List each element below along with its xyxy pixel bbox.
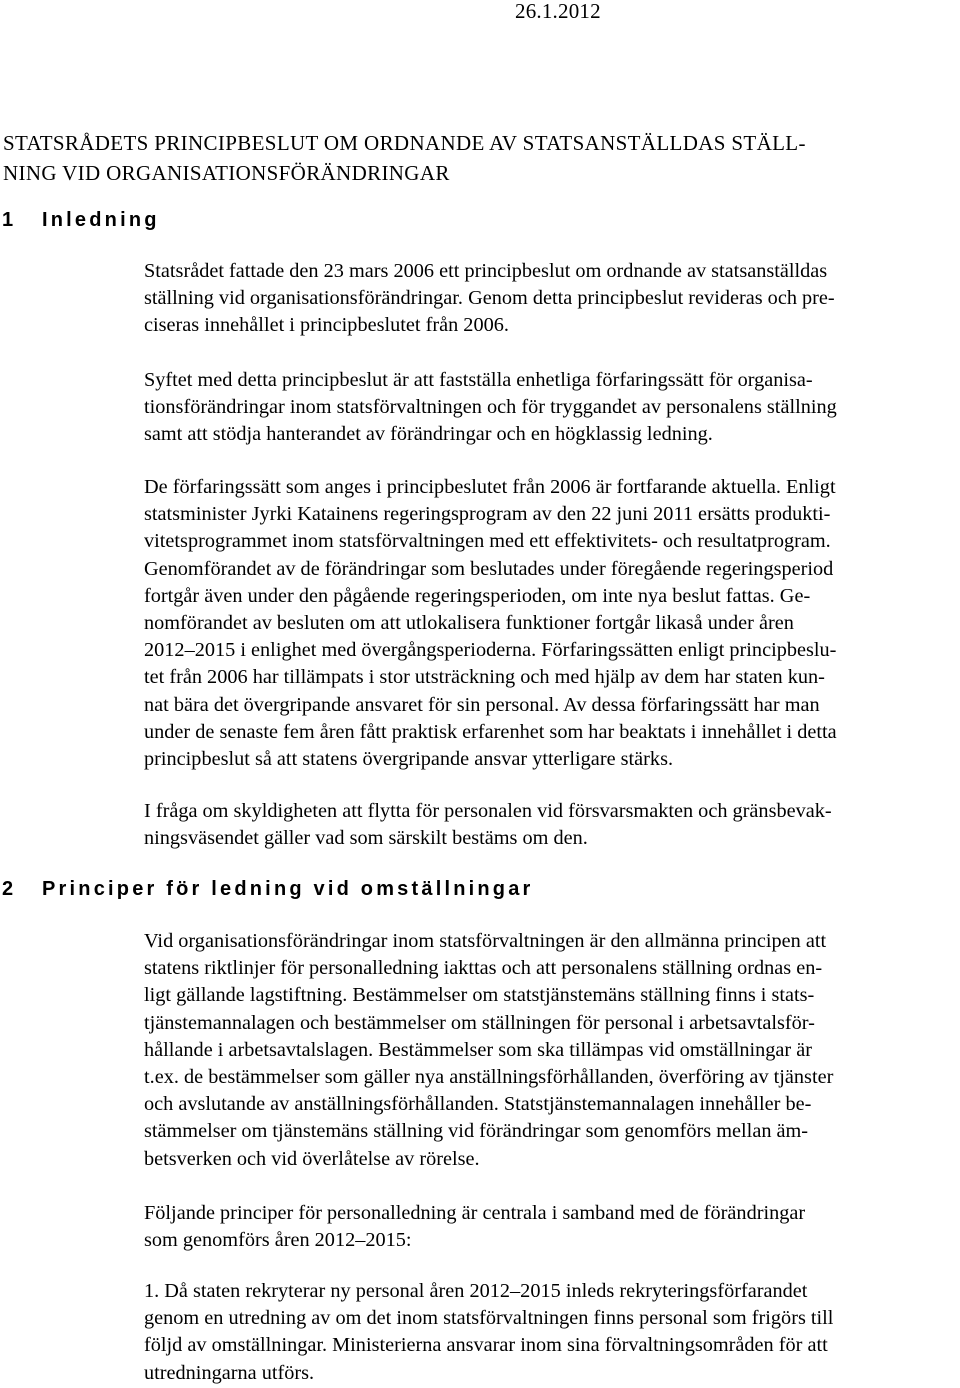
section-title: Inledning [42,209,160,231]
section-number: 1 [2,209,14,231]
document-date: 26.1.2012 [515,0,601,23]
paragraph: Följande principer för personalledning är centrala i samband med de förändringar som genomförs åren 2012–2015: [144,1202,806,1252]
section-title: Principer för ledning vid omställningar [42,878,534,900]
paragraph: Syftet med detta principbeslut är att fastställa enhetliga förfaringssätt för organisa- tionsförändringar inom statsförvaltningen och för tryggandet av personalens ställning samt att stödja hanterandet av förändringar och en högklassig ledning. [144,369,837,446]
paragraph: Statsrådet fattade den 23 mars 2006 ett principbeslut om ordnande av statsanställdas ställning vid organisationsförändringar. Genom detta principbeslut revideras och pre- ciseras innehållet i principbeslutet från 2006. [144,260,835,337]
section-heading-2 [2,878,534,901]
paragraph: De förfaringssätt som anges i principbeslutet från 2006 är fortfarande aktuella. Enligt statsminister Jyrki Katainens regeringsprogram av den 22 juni 2011 ersätts produkti- vitetsprogrammet inom statsförvaltningen med ett effektivitets- och resultatprogram. Genomförandet av de förändringar som beslutades under föregående regeringsperiod fortgår även under den pågående regeringsperioden, om inte nya beslut fattas. Ge- nomförandet av besluten om att utlokalisera funktioner fortgår likaså under åren 2012–2015 i enlighet med övergångsperioderna. Förfaringssätten enligt principbeslu- tet från 2006 har tillämpats i stor utsträckning och med hjälp av dem har staten kun- nat bära det övergripande ansvaret för sin personal. Av dessa förfaringssätt har man under de senaste fem åren fått praktisk erfarenhet som har beaktats i innehållet i detta principbeslut så att statens övergripande ansvar ytterligare stärks. [144,476,837,771]
numbered-paragraph: 1. Då staten rekryterar ny personal åren 2012–2015 inleds rekryteringsförfarandet genom en utredning av om det inom statsförvaltningen finns personal som frigörs till följd av omställningar. Ministerierna ansvarar inom sina förvaltningsområden för att utredningarna utförs. [144,1280,834,1384]
section-number: 2 [2,878,14,900]
paragraph: I fråga om skyldigheten att flytta för personalen vid försvarsmakten och gränsbevak- ningsväsendet gäller vad som särskilt bestäms om den. [144,800,832,850]
paragraph: Vid organisationsförändringar inom statsförvaltningen är den allmänna principen att statens riktlinjer för personalledning iakttas och att personalens ställning ordnas en- ligt gällande lagstiftning. Bestämmelser om statstjänstemäns ställning finns i stats- tjänstemannalagen och bestämmelser om ställningen för personal i arbetsavtalsför- hållande i arbetsavtalslagen. Bestämmelser som ska tillämpas vid omställningar är t.ex. de bestämmelser som gäller nya anställningsförhållanden, överföring av tjänster och avslutande av anställningsförhållanden. Statstjänstemannalagen innehåller be- stämmelser om tjänstemäns ställning vid förändringar som genomförs mellan äm- betsverken och vid överlåtelse av rörelse. [144,930,834,1170]
section-heading-1 [2,209,160,232]
document-title: STATSRÅDETS PRINCIPBESLUT OM ORDNANDE AV STATSANSTÄLLDAS STÄLL- NING VID ORGANISATIONSFÖRÄNDRINGAR [3,131,806,185]
